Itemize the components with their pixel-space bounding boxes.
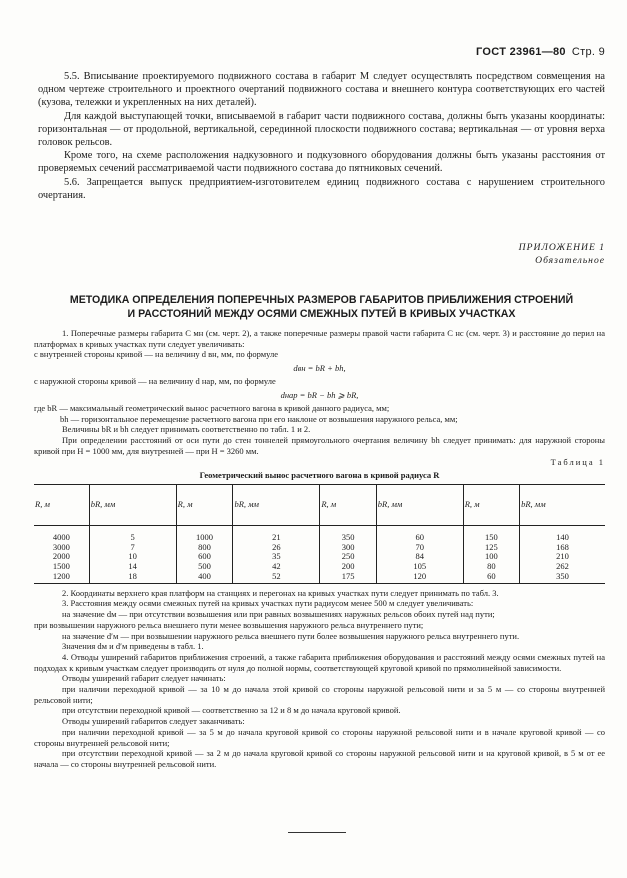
- section-5-text: [38, 70, 605, 202]
- paragraph-1-outer: с наружной стороны кривой — на величину d нар, мм, по формуле: [34, 376, 276, 387]
- table-cell: 35: [233, 552, 320, 562]
- table-cell: 26: [233, 543, 320, 553]
- table-cell: 100: [463, 552, 519, 562]
- table-cell: 250: [320, 552, 376, 562]
- table-header-row: [34, 484, 605, 525]
- table-cell: 350: [320, 525, 376, 542]
- table-row: [34, 552, 605, 562]
- definition-bh: bh — горизонтальное перемещение расчетного вагона при его наклоне от возвышения наружного рельса, мм;: [60, 413, 458, 424]
- table-cell: 125: [463, 543, 519, 553]
- table-cell: 60: [463, 572, 519, 583]
- table-header-cell: bR, мм: [520, 484, 605, 525]
- table-cell: 175: [320, 572, 376, 583]
- table-cell: 300: [320, 543, 376, 553]
- table-header-cell: bR, мм: [89, 484, 176, 525]
- table-cell: 1200: [34, 572, 89, 583]
- definition-br: где bR — максимальный геометрический вынос расчетного вагона в кривой данного радиуса, мм;: [34, 402, 390, 413]
- table-header-cell: R, м: [463, 484, 519, 525]
- paragraph-1-inner: с внутренней стороны кривой — на величину d вн, мм, по формуле: [34, 349, 279, 360]
- table-cell: 80: [463, 562, 519, 572]
- paragraph-4-start: Отводы уширений габарит следует начинать:: [62, 673, 226, 684]
- table-cell: 10: [89, 552, 176, 562]
- table-cell: 42: [233, 562, 320, 572]
- standard-number: ГОСТ 23961—80: [476, 46, 566, 58]
- table-label: Таблица 1: [550, 457, 605, 468]
- paragraph-1: 1. Поперечные размеры габарита С мн (см. черт. 2), а также поперечные размеры правой части габарита С нс (см. черт. 3) и расстояние до перил на платформах в кривых участках пути следует увеличивать:: [34, 328, 605, 349]
- table-cell: 14: [89, 562, 176, 572]
- table-header-cell: R, м: [34, 484, 89, 525]
- table-header-cell: R, м: [176, 484, 233, 525]
- paragraph-2: 2. Координаты верхнего края платформ на станциях и перегонах на кривых участках пути следует принимать по табл. 3.: [62, 587, 499, 598]
- table-cell: 210: [520, 552, 605, 562]
- paragraph-3-values: Значения dм и d′м приведены в табл. 1.: [62, 641, 204, 652]
- table-cell: 5: [89, 525, 176, 542]
- appendix-title-line-1: МЕТОДИКА ОПРЕДЕЛЕНИЯ ПОПЕРЕЧНЫХ РАЗМЕРОВ ГАБАРИТОВ ПРИБЛИЖЕНИЯ СТРОЕНИЙ: [69, 294, 574, 306]
- table-cell: 60: [376, 525, 463, 542]
- paragraph-3-dm-cont: при возвышении наружного рельса внешнего пути менее возвышения наружного рельса внутреннего пути;: [34, 619, 424, 630]
- paragraph-4-end-transition: при наличии переходной кривой — за 5 м до начала круговой кривой со стороны наружной рельсовой нити и в начале круговой кривой — со стороны внутренней рельсовой нити;: [34, 726, 605, 748]
- table-cell: 4000: [52, 531, 70, 542]
- table-cell: 3000: [52, 541, 70, 552]
- paragraph-coordinates: Для каждой выступающей точки, вписываемой в габарит части подвижного состава, должны быть указаны координаты: горизонтальная — от продольной, вертикальной, серединной плоскости подвижного состава; вертикальная — от уровня верха головок рельсов.: [38, 110, 605, 149]
- table-cell: 2000: [52, 551, 70, 562]
- table-cell: 70: [376, 543, 463, 553]
- method-text: [34, 328, 605, 770]
- appendix-label: ПРИЛОЖЕНИЕ 1: [518, 242, 605, 253]
- table-header-cell: bR, мм: [233, 484, 320, 525]
- paragraph-5-6: 5.6. Запрещается выпуск предприятием-изготовителем единиц подвижного состава с нарушением строительного очертания.: [38, 176, 605, 201]
- paragraph-4-start-no-transition: при отсутствии переходной кривой — соответственно за 12 и 8 м до начала круговой кривой.: [62, 705, 401, 716]
- table-cell: 18: [89, 572, 176, 583]
- geometric-offset-table: [34, 484, 605, 584]
- table-row: [34, 562, 605, 572]
- definition-source: Величины bR и bh следует принимать соответственно по табл. 1 и 2.: [62, 424, 311, 435]
- appendix-status: Обязательное: [535, 255, 605, 266]
- table-cell: 800: [176, 543, 233, 553]
- table-cell: 84: [376, 552, 463, 562]
- table-cell: 168: [520, 543, 605, 553]
- paragraph-4: 4. Отводы уширений габаритов приближения строений, а также габарита приближения оборудования и расстояний между осями смежных путей на подходах к кривым участкам следует производить от нуля до полной нормы, соответствующей круговой кривой по прямолинейной зависимости.: [34, 651, 605, 673]
- paragraph-tunnels: При определении расстояний от оси пути до стен тоннелей прямоугольного очертания величину bh следует принимать: для наружной стороны кривой при H = 1000 мм, для внутренней — при H = 3260 мм.: [34, 434, 605, 456]
- paragraph-4-end: Отводы уширений габаритов следует заканчивать:: [62, 716, 245, 727]
- table-cell: 7: [89, 543, 176, 553]
- table-cell: 350: [520, 572, 605, 583]
- table-cell: 600: [176, 552, 233, 562]
- end-rule: [288, 832, 346, 833]
- paragraph-distances: Кроме того, на схеме расположения надкузовного и подкузовного оборудования должны быть указаны расстояния от проверяемых сечений рассматриваемой части подвижного состава до пятниковых сечений.: [38, 150, 605, 175]
- table-header-cell: bR, мм: [376, 484, 463, 525]
- table-cell: 1500: [52, 561, 70, 572]
- table-cell: 400: [176, 572, 233, 583]
- paragraph-3-dm: на значение dм — при отсутствии возвышения или при равных возвышениях наружных рельсов обоих путей над пути;: [62, 609, 495, 620]
- table-row: [34, 543, 605, 553]
- paragraph-4-start-transition: при наличии переходной кривой — за 10 м до начала этой кривой со стороны наружной рельсовой нити и за 5 м — со стороны внутренней рельсовой нити;: [34, 684, 605, 705]
- paragraph-3: 3. Расстояния между осями смежных путей на кривых участках пути радиусом менее 500 м следует увеличивать:: [62, 598, 474, 609]
- formula-inner: dвн = bR + bh,: [293, 363, 346, 374]
- table-header-cell: R, м: [320, 484, 376, 525]
- table-title: Геометрический вынос расчетного вагона в кривой радиуса R: [199, 470, 440, 481]
- appendix-title: [38, 294, 605, 321]
- appendix-label-block: [519, 241, 605, 267]
- table-cell: 150: [463, 525, 519, 542]
- table-cell: 120: [376, 572, 463, 583]
- table-cell: 52: [233, 572, 320, 583]
- table-row: [34, 525, 605, 542]
- paragraph-4-end-no-transition: при отсутствии переходной кривой — за 2 м до начала круговой кривой со стороны наружной рельсовой нити и на круговой кривой, в 5 м от ее начала — со стороны внутренней рельсовой нити.: [34, 748, 605, 769]
- page-number: Стр. 9: [571, 46, 605, 58]
- table-cell: 500: [176, 562, 233, 572]
- paragraph-3-dm-prime: на значение d′м — при возвышении наружного рельса внешнего пути более возвышения наружного рельса внутреннего пути.: [62, 630, 520, 641]
- table-row: [34, 572, 605, 583]
- appendix-title-line-2: И РАССТОЯНИЙ МЕЖДУ ОСЯМИ СМЕЖНЫХ ПУТЕЙ В КРИВЫХ УЧАСТКАХ: [127, 307, 516, 320]
- paragraph-5-5: 5.5. Вписывание проектируемого подвижного состава в габарит М следует осуществлять посредством совмещения на одном чертеже строительного и проектного очертаний подвижного состава и внешнего контура соответствующих его частей (кузова, тележки и укрепленных на них деталей).: [38, 71, 605, 109]
- table-cell: 21: [233, 525, 320, 542]
- table-cell: 262: [520, 562, 605, 572]
- formula-outer: dнар = bR − bh ⩾ bR,: [280, 389, 359, 400]
- table-cell: 200: [320, 562, 376, 572]
- table-cell: 105: [376, 562, 463, 572]
- table-cell: 140: [520, 525, 605, 542]
- page-header: [476, 46, 605, 58]
- table-cell: 1000: [176, 525, 233, 542]
